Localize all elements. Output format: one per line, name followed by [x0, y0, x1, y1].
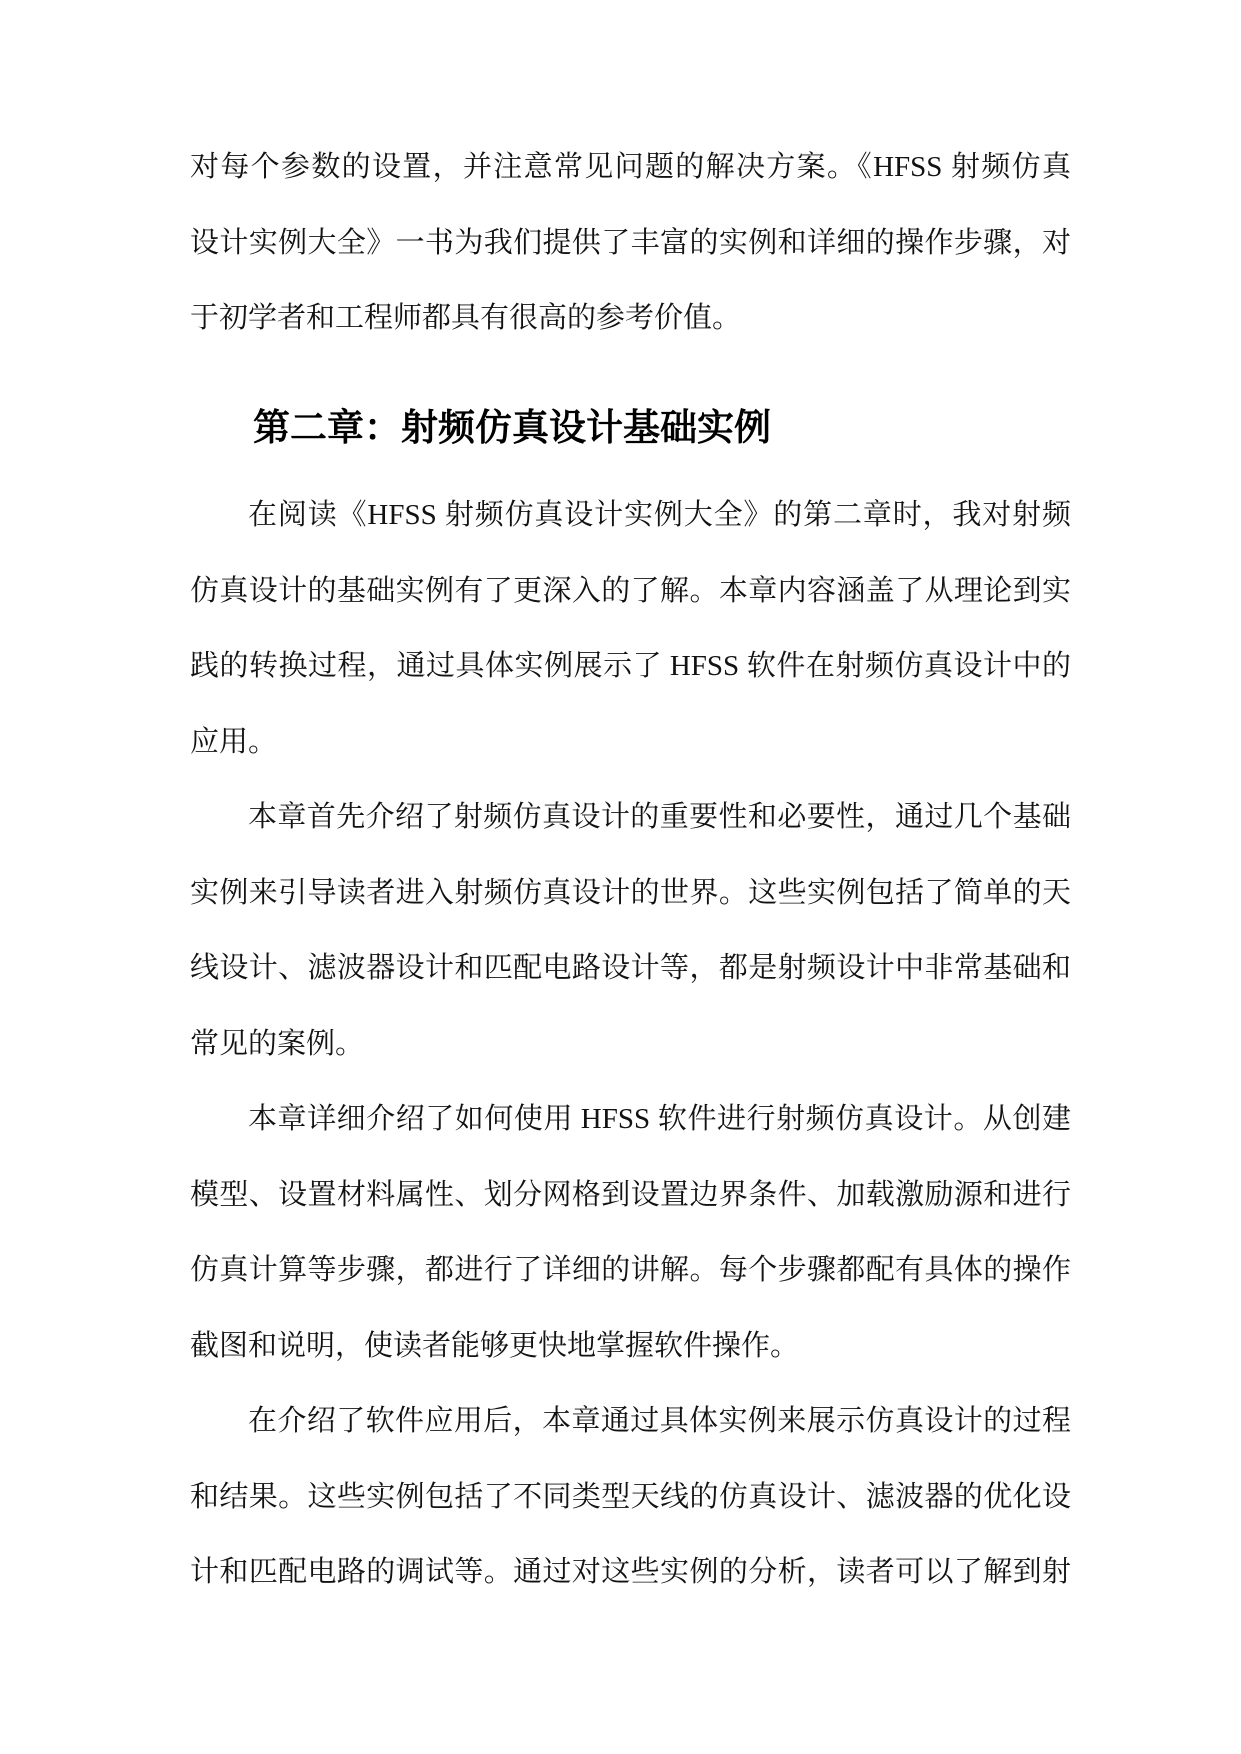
- text-line: 本章详细介绍了如何使用 HFSS 软件进行射频仿真设计。从创建: [248, 1103, 1071, 1135]
- chapter-heading: 第二章：射频仿真设计基础实例: [253, 407, 771, 449]
- text-line: 设计实例大全》一书为我们提供了丰富的实例和详细的操作步骤，对: [190, 226, 1071, 259]
- text-line: 本章首先介绍了射频仿真设计的重要性和必要性，通过几个基础: [248, 801, 1071, 833]
- text-line: 线设计、滤波器设计和匹配电路设计等，都是射频设计中非常基础和: [190, 952, 1071, 984]
- text-line: 仿真计算等步骤，都进行了详细的讲解。每个步骤都配有具体的操作: [190, 1254, 1071, 1286]
- paragraph: [190, 780, 1071, 1082]
- paragraph: [190, 478, 1071, 780]
- text-line: 对每个参数的设置，并注意常见问题的解决方案。《HFSS 射频仿真: [190, 151, 1071, 183]
- text-line: 和结果。这些实例包括了不同类型天线的仿真设计、滤波器的优化设: [190, 1480, 1071, 1513]
- text-line: 应用。: [190, 725, 278, 758]
- text-line: 在阅读《HFSS 射频仿真设计实例大全》的第二章时，我对射频: [248, 499, 1071, 531]
- paragraph: [190, 1384, 1071, 1611]
- text-line: 实例来引导读者进入射频仿真设计的世界。这些实例包括了简单的天: [190, 876, 1071, 909]
- text-line: 仿真设计的基础实例有了更深入的了解。本章内容涵盖了从理论到实: [190, 574, 1071, 607]
- paragraph: [190, 130, 1071, 357]
- document-body: [190, 130, 1071, 1611]
- text-line: 模型、设置材料属性、划分网格到设置边界条件、加载激励源和进行: [190, 1178, 1071, 1211]
- text-line: 截图和说明，使读者能够更快地掌握软件操作。: [190, 1329, 800, 1362]
- text-line: 践的转换过程，通过具体实例展示了 HFSS 软件在射频仿真设计中的: [190, 650, 1071, 682]
- text-line: 于初学者和工程师都具有很高的参考价值。: [190, 302, 742, 334]
- paragraph: [190, 1082, 1071, 1384]
- text-line: 常见的案例。: [190, 1027, 365, 1060]
- text-line: 计和匹配电路的调试等。通过对这些实例的分析，读者可以了解到射: [190, 1556, 1071, 1588]
- text-line: 在介绍了软件应用后，本章通过具体实例来展示仿真设计的过程: [248, 1405, 1071, 1437]
